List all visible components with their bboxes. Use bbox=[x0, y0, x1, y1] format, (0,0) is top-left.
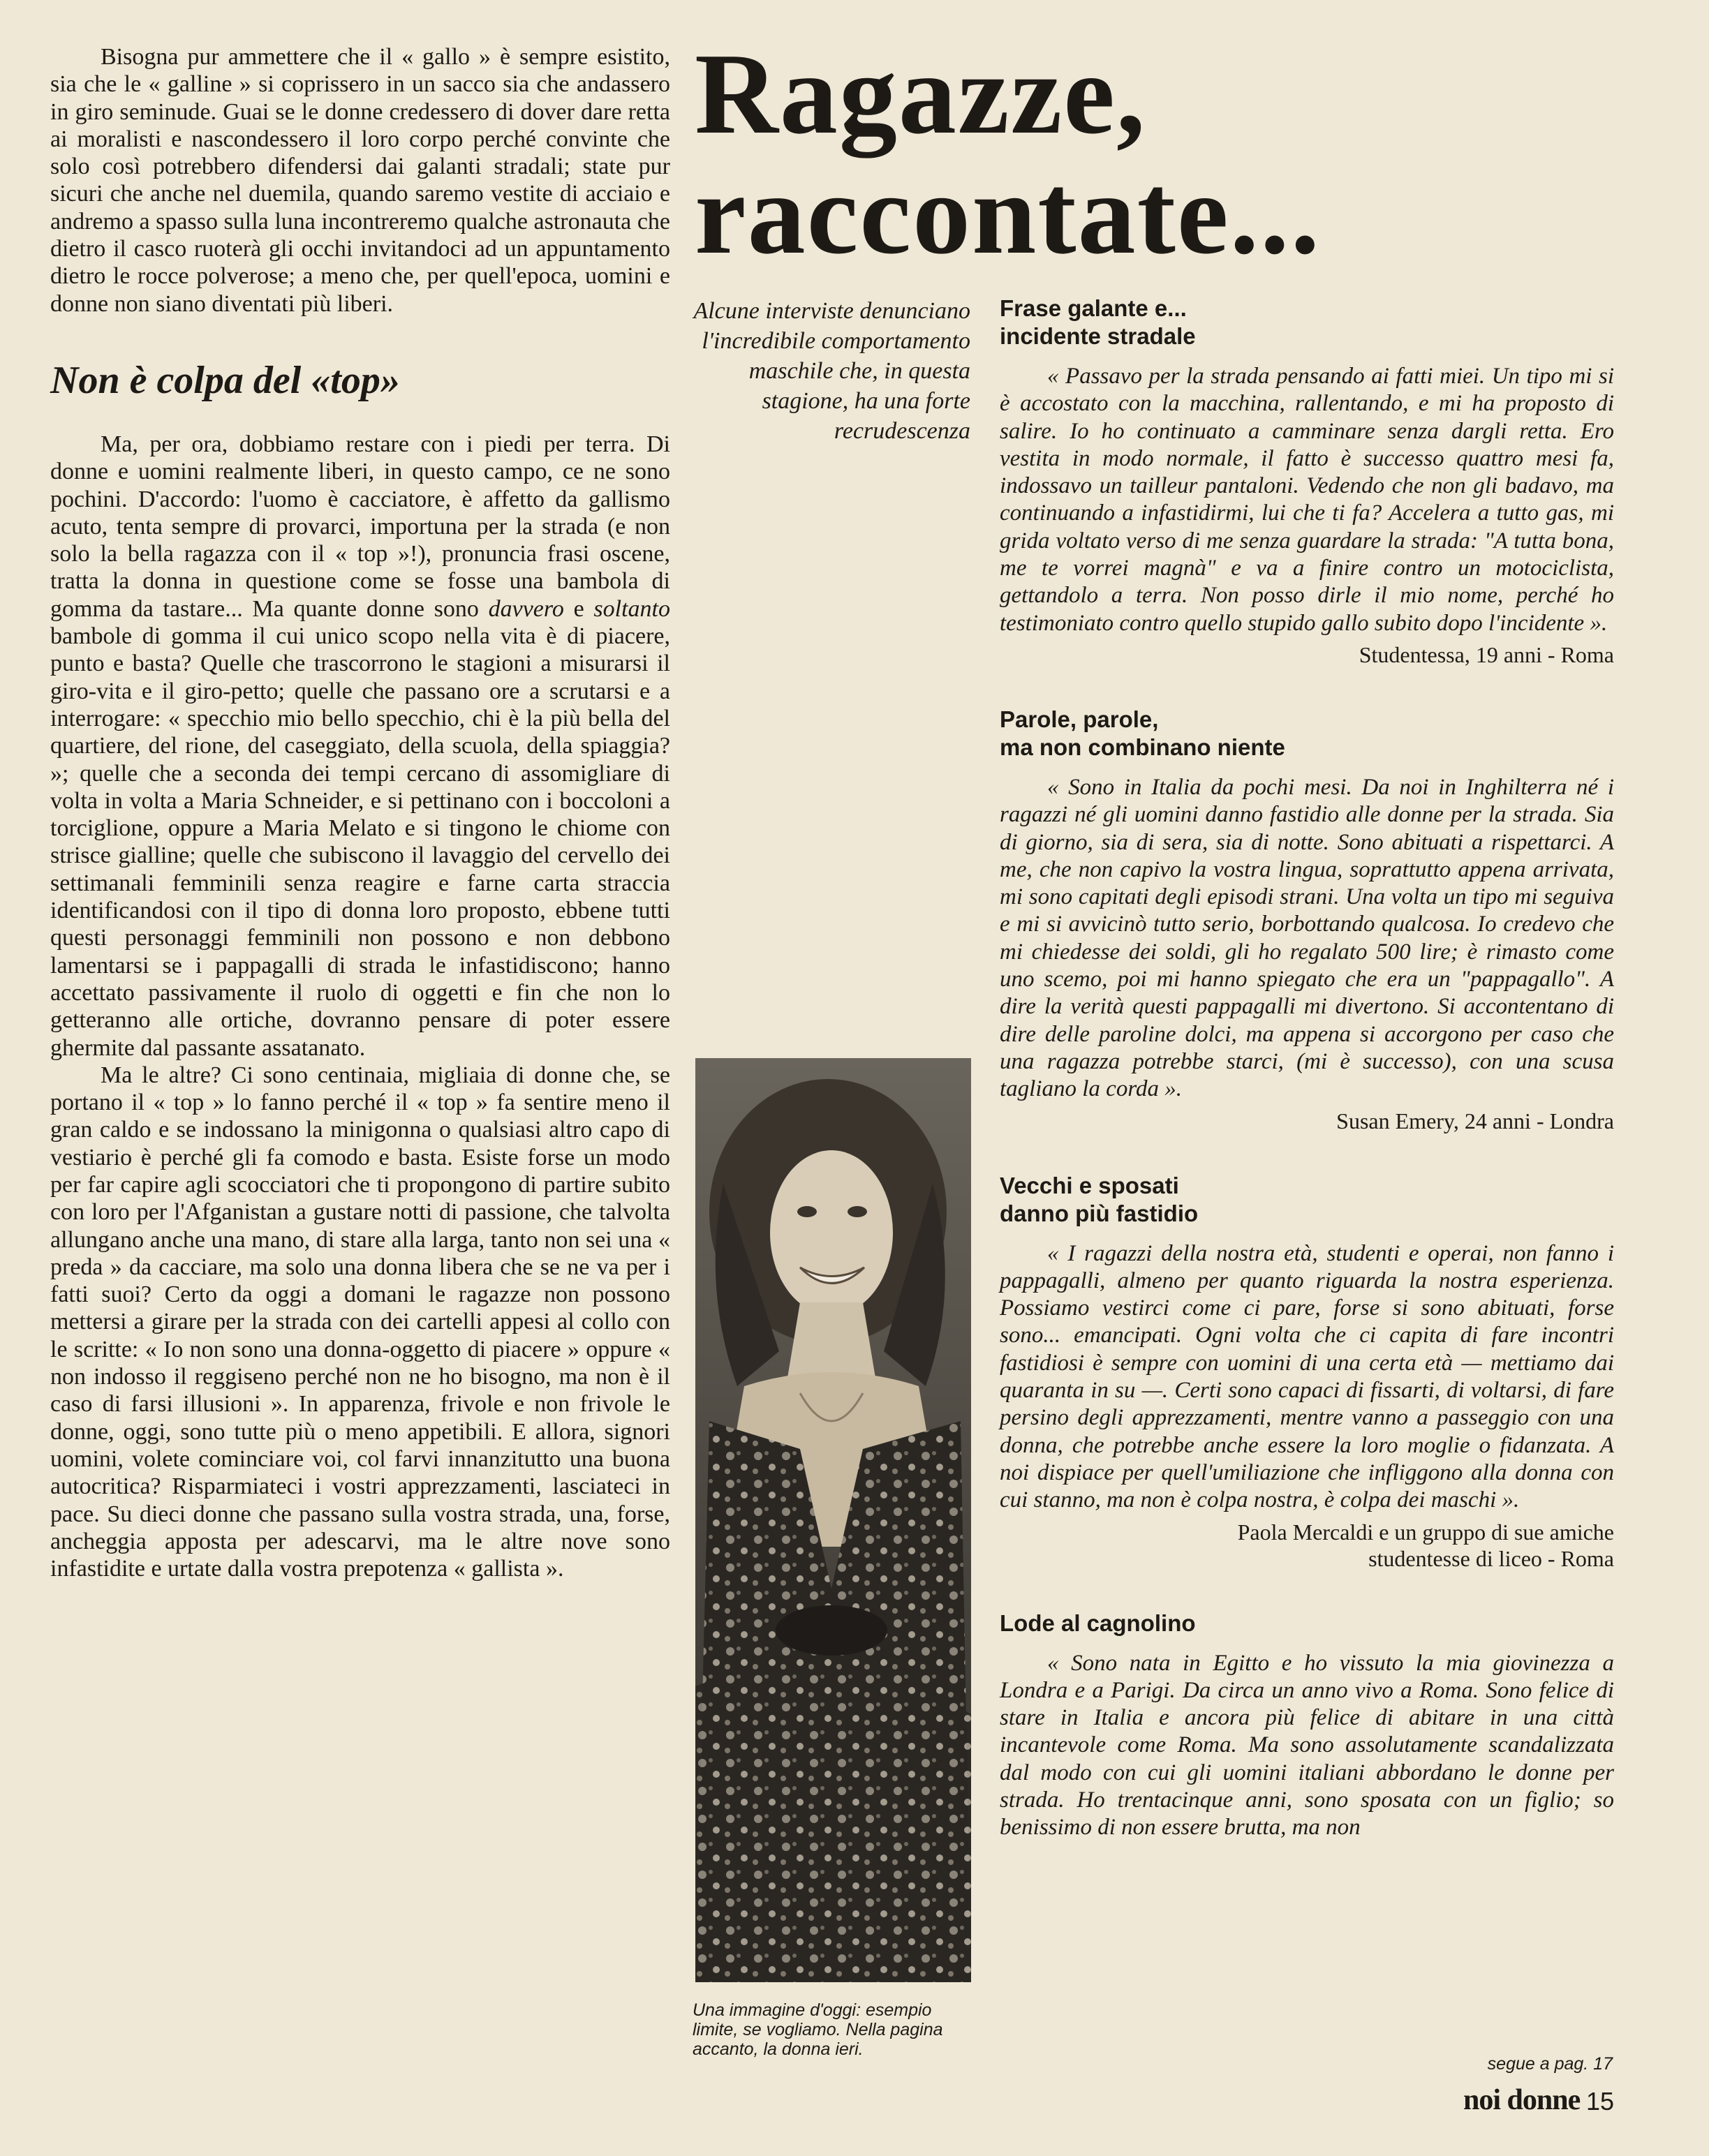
emphasis-soltanto: soltanto bbox=[593, 595, 670, 622]
photo-woman-smiling bbox=[695, 1058, 971, 1982]
section-title-3-line-1: Vecchi e sposati bbox=[1000, 1172, 1179, 1198]
article-title bbox=[695, 29, 1672, 278]
paragraph-3: Ma le altre? Ci sono centinaia, migliaia di donne che, se portano il « top » lo fanno perché il « top » fa sentire meno il gran caldo e se indossano la minigonna o qualsiasi altro capo di vestiario è perché gli fa comodo e basta. Esiste forse un modo per far capire agli scocciatori che ti propongono di partire subito con loro per l'Afganistan a gustare notti di passione, che talvolta allungano anche una mano, di stare alla larga, tanto non sei una « preda » da cacciare, ma solo una donna libera che se ne va per i fatti suoi? Certo da oggi a domani le ragazze non possono mettersi a girare per la strada con dei cartelli appesi al collo con le scritte: « Io non sono una donna-oggetto di piacere » oppure « non indosso il reggiseno perché non ne ho bisogno, ma non è il caso di farsi illusioni ». In apparenza, frivole e non frivole le donne, oggi, sono tutte più o meno appetibili. E allora, signori uomini, volete cominciare voi, col farvi innanzitutto una buona autocritica? Risparmiateci i vostri apprezzamenti, lasciateci in pace. Su dieci donne che passano sulla vostra strada, una, forse, ancheggia apposta per adescarvi, ma le altre nove sono infastidite e urtate dalla vostra prepotenza « gallista ». bbox=[50, 1062, 670, 1582]
section-title-1-line-1: Frase galante e... bbox=[1000, 295, 1187, 321]
interview-section-3 bbox=[1000, 1172, 1614, 1572]
left-column bbox=[50, 43, 670, 1582]
section-title-2-line-2: ma non combinano niente bbox=[1000, 734, 1285, 760]
section-title-4-line-1: Lode al cagnolino bbox=[1000, 1609, 1196, 1636]
section-signature-1: Studentessa, 19 anni - Roma bbox=[1359, 641, 1614, 667]
continued-note: segue a pag. 17 bbox=[1487, 2054, 1613, 2074]
paragraph-2-part-a: Ma, per ora, dobbiamo restare con i piedi per terra. Di donne e uomini realmente liberi, in questo campo, ce ne sono pochini. D'accordo: l'uomo è cacciatore, è affetto da gallismo acuto, tenta sempre di provarci, importuna per la strada (e non solo la bella ragazza con il « top »!), pronuncia frasi oscene, tratta la donna in questione come se fosse una bambola di gomma da tastare... Ma quante donne sono bbox=[50, 431, 670, 622]
section-body-1: « Passavo per la strada pensando ai fatti miei. Un tipo mi si è accostato con la macchina, rallentando, e mi ha proposto di salire. Io ho continuato a camminare senza dargli retta. Ero vestita in modo normale, il fatto è successo quattro mesi fa, indossavo un tailleur pantaloni. Vedendo che non gli badavo, ma continuando a infastidirmi, lui che ti fa? Accelera a tutto gas, mi grida voltato verso di me senza guardare la strada: "A tutta bona, me te vorrei magnà" e va a finire contro un motociclista, gettandolo a terra. Non posso dirle il mio nome, perché ho testimoniato contro quello stupido gallo subito dopo l'incidente ». bbox=[1000, 364, 1614, 636]
section-title-1-line-2: incidente stradale bbox=[1000, 323, 1196, 349]
paragraph-2-part-b: bambole di gomma il cui unico scopo nella vita è di piacere, punto e basta? Quelle che trascorrono le stagioni a misurarsi il giro-vita e il giro-petto; quelle che passano ore a scrutarsi e a interrogare: « specchio mio bello specchio, chi è la più bella del quartiere, del rione, del caseggiato, della scuola, della spiaggia? »; quelle che a seconda dei tempi cercano di assomigliare di volta in volta a Maria Schneider, e si pettinano con i boccoloni a torciglione, oppure a Maria Melato e si tingono le chiome con strisce gialline; quelle che subiscono il lavaggio del cervello dei settimanali femminili senza reagire e farne carta straccia identificandosi con il tipo di donna loro proposto, ebbene tutti questi personaggi femminili non possono e non debbono lamentarsi se i pappagalli di strada le infastidiscono; hanno accettato passivamente il ruolo di oggetti e fin che non lo getteranno alle ortiche, dovranno pensare di poter essere ghermite dal passante assatanato. bbox=[50, 623, 670, 1061]
section-signature-2: Susan Emery, 24 anni - Londra bbox=[1336, 1108, 1614, 1133]
section-title-2 bbox=[1000, 706, 1614, 761]
paragraph-1: Bisogna pur ammettere che il « gallo » è sempre esistito, sia che le « galline » si coprissero in un sacco sia che andassero in giro seminude. Guai se le donne credessero di dover dare retta ai moralisti e nascondessero il loro corpo perché convinte che solo così potrebbero difendersi dai galanti stradali; state pur sicuri che anche nel duemila, quando saremo vestite di acciaio e andremo a spasso sulla luna incontreremo qualche astronauta che dietro il casco ruoterà gli occhi invitandoci ad un appuntamento dietro le rocce polverose; a meno che, per quell'epoca, uomini e donne non siano diventati più liberi. bbox=[50, 44, 670, 317]
section-title-4 bbox=[1000, 1609, 1614, 1637]
paragraph-2 bbox=[50, 431, 670, 1062]
title-line-2: raccontate... bbox=[695, 149, 1322, 278]
interview-section-2 bbox=[1000, 706, 1614, 1134]
right-column bbox=[1000, 295, 1614, 1880]
section-body-3: « I ragazzi della nostra età, studenti e operai, non fanno i pappagalli, almeno per quanto riguarda la nostra esperienza. Possiamo vestirci come ci pare, forse si sono abituati, forse sono... emancipati. Ogni volta che ci capita di fare incontri fastidiosi è sempre con uomini di una certa età — mettiamo dai quaranta in su —. Certi sono capaci di fissarti, di voltarsi, di fare persino degli apprezzamenti, mentre vanno a passeggio con una donna, che potrebbe anche essere la loro moglie o fidanzata. A noi dispiace per quell'umiliazione che infliggono alla donna con cui stanno, ma non è colpa nostra, è colpa dei maschi ». bbox=[1000, 1240, 1614, 1513]
section-title-1 bbox=[1000, 295, 1614, 350]
emphasis-davvero: davvero bbox=[488, 595, 564, 622]
page-number: 15 bbox=[1586, 2087, 1615, 2116]
paragraph-2-conjunction: e bbox=[563, 595, 594, 622]
article-intro: Alcune interviste denunciano l'incredibile comportamento maschile che, in questa stagione, ha una forte recrudescenza bbox=[693, 298, 970, 444]
title-line-1: Ragazze, bbox=[695, 29, 1147, 158]
section-title-3 bbox=[1000, 1172, 1614, 1228]
subheading: Non è colpa del «top» bbox=[50, 358, 400, 402]
section-signature-3-line-2: studentesse di liceo - Roma bbox=[1368, 1545, 1614, 1571]
interview-section-1 bbox=[1000, 295, 1614, 668]
section-body-4: « Sono nata in Egitto e ho vissuto la mia giovinezza a Londra e a Parigi. Da circa un anno vivo a Roma. Sono felice di stare in Italia e ancora più felice di abitare in una città incantevole come Roma. Ma sono assolutamente scandalizzata dal modo con cui gli uomini italiani abbordano le donne per strada. Ho trentacinque anni, sono sposata con un figlio; so benissimo di non essere brutta, ma non bbox=[1000, 1650, 1614, 1841]
interview-section-4 bbox=[1000, 1609, 1614, 1842]
section-body-2: « Sono in Italia da pochi mesi. Da noi in Inghilterra né i ragazzi né gli uomini danno fastidio alle donne per la strada. Sia di giorno, sia di sera, sia di notte. Sono abituati a rispettarci. A me, che non capivo la vostra lingua, soprattutto appena arrivata, mi sono capitati degli episodi strani. Una volta un tipo mi seguiva e mi si avvicinò tutto serio, borbottando qualcosa. Io credevo che mi chiedesse dei soldi, gli ho regalato 500 lire; è rimasto come uno scemo, poi mi hanno spiegato che era un "pappagallo". A dire la verità questi pappagalli mi divertono. Si accontentano di dire delle paroline dolci, ma appena si accorgono per caso che una ragazza potrebbe starci, (mi è successo), con una scusa tagliano la corda ». bbox=[1000, 774, 1614, 1102]
photo-caption: Una immagine d'oggi: esempio limite, se vogliamo. Nella pagina accanto, la donna ieri. bbox=[693, 2000, 943, 2059]
section-signature-3-line-1: Paola Mercaldi e un gruppo di sue amiche bbox=[1237, 1519, 1614, 1545]
section-title-2-line-1: Parole, parole, bbox=[1000, 706, 1159, 732]
section-title-3-line-2: danno più fastidio bbox=[1000, 1200, 1199, 1226]
magazine-masthead: noi donne bbox=[1463, 2084, 1581, 2116]
photo-illustration bbox=[695, 1058, 971, 1982]
